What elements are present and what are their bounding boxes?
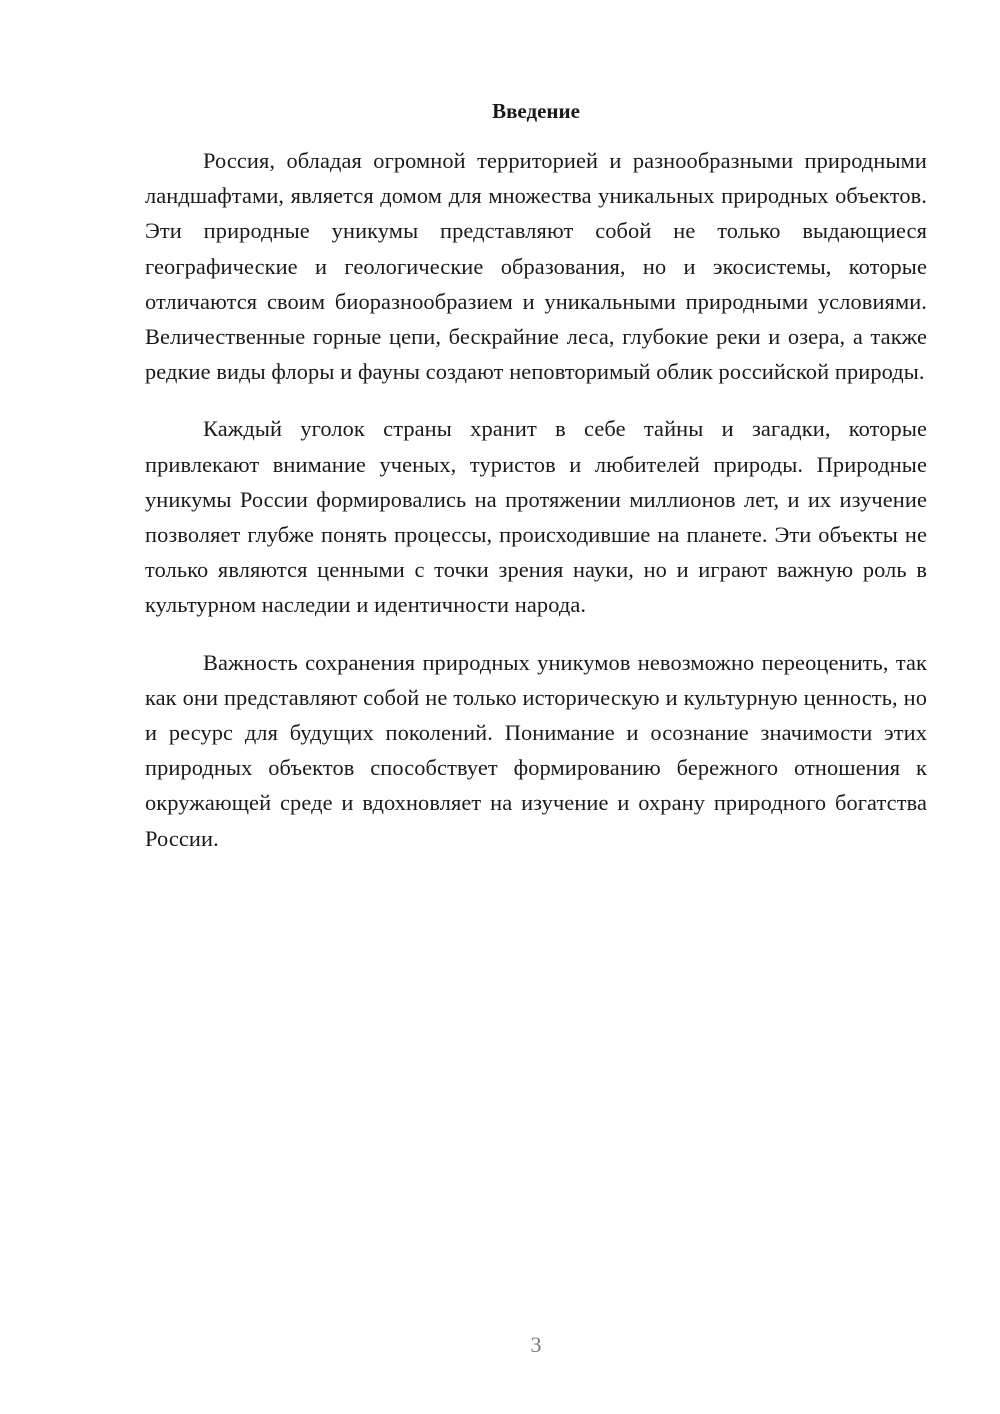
paragraph-3: Важность сохранения природных уникумов невозможно переоценить, так как они представляют собой не только историческую и культурную ценность, но и ресурс для будущих поколений. Понимание и осознание значимости этих природных объектов способствует формированию бережного отношения к окружающей среде и вдохновляет на изучение и охрану природного богатства России. [145,649,927,851]
section-title: Введение [492,99,580,123]
paragraph-2: Каждый уголок страны хранит в себе тайны и загадки, которые привлекают внимание ученых, туристов и любителей природы. Природные уникумы России формировались на протяжении миллионов лет, и их изучение позволяет глубже понять процессы, происходившие на планете. Эти объекты не только являются ценными с точки зрения науки, но и играют важную роль в культурном наследии и идентичности народа. [145,416,927,618]
paragraph-1: Россия, обладая огромной территорией и разнообразными природными ландшафтами, является домом для множества уникальных природных объектов. Эти природные уникумы представляют собой не только выдающиеся географические и геологические образования, но и экосистемы, которые отличаются своим биоразнообразием и уникальными природными условиями. Величественные горные цепи, бескрайние леса, глубокие реки и озера, а также редкие виды флоры и фауны создают неповторимый облик российской природы. [145,148,927,385]
page-number: 3 [530,1332,542,1357]
body-text [145,143,927,878]
